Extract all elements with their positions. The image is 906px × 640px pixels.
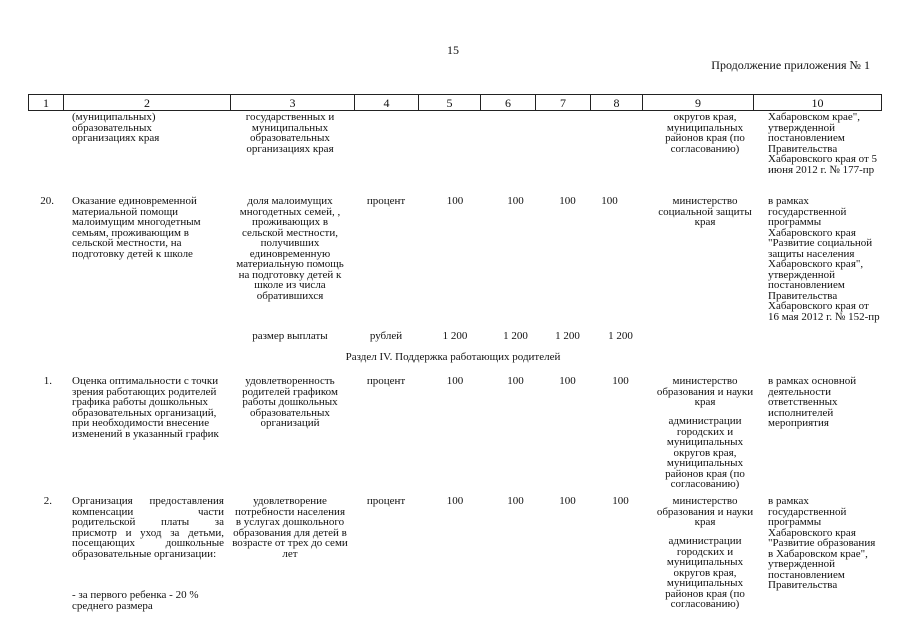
- row20-val-3: 100: [559, 195, 576, 207]
- row1-executor-1: министерство образования и науки края: [656, 375, 754, 408]
- section-title: Раздел IV. Поддержка работающих родителей: [345, 351, 561, 363]
- header-row: [29, 95, 882, 111]
- row1-val-1: 100: [446, 375, 464, 387]
- row2-val-4: 100: [612, 495, 629, 507]
- row1-indicator: удовлетворенность родителей графиком работы дошкольных образовательных организаций: [242, 375, 338, 429]
- page-number: 15: [447, 43, 459, 57]
- row2-name-sub: - за первого ребенка - 20 % среднего размера: [72, 589, 199, 612]
- row20-val2-3: 1 200: [555, 330, 580, 342]
- row1-unit: процент: [366, 375, 406, 387]
- row2-executor-1: министерство образования и науки края: [656, 495, 754, 528]
- row2-number: 2.: [43, 495, 52, 507]
- col-header-6: 6: [481, 95, 536, 111]
- row20-unit-2: рублей: [369, 330, 403, 342]
- row20-val-4: 100: [601, 195, 618, 207]
- continuation-label: Продолжение приложения № 1: [711, 58, 870, 72]
- row20-name: Оказание единовременной материальной помощи малоимущим многодетным семьям, проживающим в сельской местности, на подготовку детей к школе: [72, 195, 201, 260]
- row20-val-2: 100: [507, 195, 524, 207]
- row1-val-3: 100: [559, 375, 576, 387]
- col-header-5: 5: [419, 95, 481, 111]
- row20-indicator-2: размер выплаты: [252, 330, 328, 342]
- row20-indicator: доля малоимущих многодетных семей, , проживающих в сельской местности, получивших единовременную материальную помощь на подготовку детей к школе из числа обратившихся: [236, 195, 344, 302]
- carry-indicator: государственных и муниципальных образовательных организациях края: [245, 111, 335, 155]
- row2-executor-2: администрации городских и муниципальных округов края, муниципальных районов края (по согласованию): [665, 535, 745, 610]
- col-header-4: 4: [355, 95, 419, 111]
- row2-indicator: удовлетворение потребности населения в услугах дошкольного образования для детей в возрасте от трех до семи лет: [232, 495, 348, 560]
- row2-val-1: 100: [446, 495, 464, 507]
- row20-note: в рамках государственной программы Хабаровского края "Развитие социальной защиты населения Хабаровского края", утвержденной постановлением Правительства Хабаровского края от 16 мая 2012 г. № 152-пр: [768, 195, 880, 323]
- carry-note: Хабаровском крае", утвержденной постановлением Правительства Хабаровского края от 5 июня 2012 г. № 177-пр: [768, 111, 878, 176]
- col-header-9: 9: [643, 95, 754, 111]
- row20-val2-1: 1 200: [442, 330, 468, 342]
- carry-executor: округов края, муниципальных районов края (по согласованию): [665, 111, 745, 155]
- col-header-3: 3: [231, 95, 355, 111]
- row20-val-1: 100: [446, 195, 464, 207]
- row20-unit: процент: [366, 195, 406, 207]
- col-header-2: 2: [64, 95, 231, 111]
- row1-note: в рамках основной деятельности ответственных исполнителей мероприятия: [768, 375, 857, 429]
- row1-val-4: 100: [612, 375, 629, 387]
- row20-val2-4: 1 200: [608, 330, 633, 342]
- row20-executor: министерство социальной защиты края: [658, 195, 752, 228]
- row2-val-2: 100: [507, 495, 524, 507]
- col-header-10: 10: [754, 95, 882, 111]
- row2-unit: процент: [366, 495, 406, 507]
- row20-val2-2: 1 200: [503, 330, 528, 342]
- col-header-1: 1: [29, 95, 64, 111]
- row2-val-3: 100: [559, 495, 576, 507]
- col-header-7: 7: [536, 95, 591, 111]
- row1-executor-2: администрации городских и муниципальных округов края, муниципальных районов края (по согласованию): [665, 415, 745, 490]
- row1-number: 1.: [43, 375, 52, 387]
- row2-name: Организация предоставления компенсации части родительской платы за присмотр и уход за детьми, посещающих дошкольные образовательные организации:: [72, 495, 224, 560]
- carry-name: (муниципальных) образовательных организациях края: [72, 111, 160, 144]
- row2-note: в рамках государственной программы Хабаровского края "Развитие образования в Хабаровском крае", утвержденной постановлением Правительства: [768, 495, 876, 591]
- row1-val-2: 100: [507, 375, 524, 387]
- col-header-8: 8: [591, 95, 643, 111]
- row1-name: Оценка оптимальности с точки зрения работающих родителей графика работы дошкольных образовательных организаций, при необходимости внесение изменений в указанный график: [72, 375, 219, 440]
- row20-number: 20.: [40, 195, 54, 207]
- column-header-table: [28, 94, 882, 111]
